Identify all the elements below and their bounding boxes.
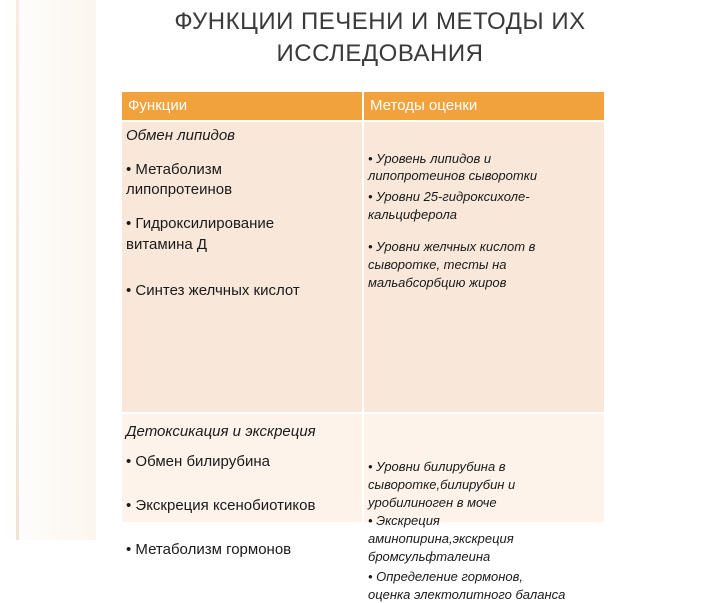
lipid-method-line-6: сыворотке, тесты на — [368, 257, 507, 272]
slide-title — [100, 6, 660, 70]
lipid-item-3: • Синтез желчных кислот — [126, 282, 300, 299]
header-methods: Методы оценки — [364, 92, 604, 120]
lipid-method-line-2: липопротеинов сыворотки — [368, 168, 538, 183]
detox-method-line-3: уробилиноген в моче — [368, 495, 497, 510]
functions-methods-table — [122, 92, 604, 602]
detox-method-line-8: оценка электолитного баланса — [368, 587, 566, 602]
lipid-item-1-line1: • Метаболизм — [126, 161, 222, 178]
detox-method-line-1: • Уровни билирубина в — [368, 459, 506, 474]
lipid-item-2-line2: витамина Д — [126, 236, 208, 253]
detox-method-line-7: • Определение гормонов, — [368, 569, 524, 584]
detox-method-line-2: сыворотке,билирубин и — [368, 477, 516, 492]
detox-item-2: • Экскреция ксенобиотиков — [126, 497, 316, 514]
decorative-stripe — [16, 0, 19, 540]
lipid-method-line-3: • Уровни 25-гидроксихоле- — [368, 189, 530, 204]
slide-title-line1: ФУНКЦИИ ПЕЧЕНИ И МЕТОДЫ ИХ — [174, 8, 586, 35]
detox-method-line-4: • Экскреция — [368, 513, 440, 528]
lipid-functions-cell — [122, 122, 362, 412]
lipid-method-line-1: • Уровень липидов и — [368, 151, 492, 166]
lipid-method-line-7: мальабсорбцию жиров — [368, 275, 507, 290]
lipid-heading: Обмен липидов — [126, 127, 236, 144]
detox-methods-cell — [364, 414, 604, 602]
detox-item-3: • Метаболизм гормонов — [126, 541, 292, 558]
detox-method-line-5: аминопирина,экскреция — [368, 531, 514, 546]
lipid-method-line-4: кальциферола — [368, 207, 458, 222]
detox-functions-cell — [122, 414, 362, 558]
header-functions: Функции — [122, 92, 362, 120]
detox-heading: Детоксикация и экскреция — [126, 423, 316, 440]
lipid-item-2-line1: • Гидроксилирование — [126, 215, 275, 232]
decorative-left-panel — [0, 0, 96, 540]
detox-method-line-6: бромсульфталеина — [368, 549, 491, 564]
detox-item-1: • Обмен билирубина — [126, 453, 270, 470]
lipid-methods-cell — [364, 122, 604, 412]
slide-title-line2: ИССЛЕДОВАНИЯ — [276, 40, 484, 67]
lipid-method-line-5: • Уровни желчных кислот в — [368, 239, 536, 254]
lipid-item-1-line2: липопротеинов — [126, 181, 233, 198]
